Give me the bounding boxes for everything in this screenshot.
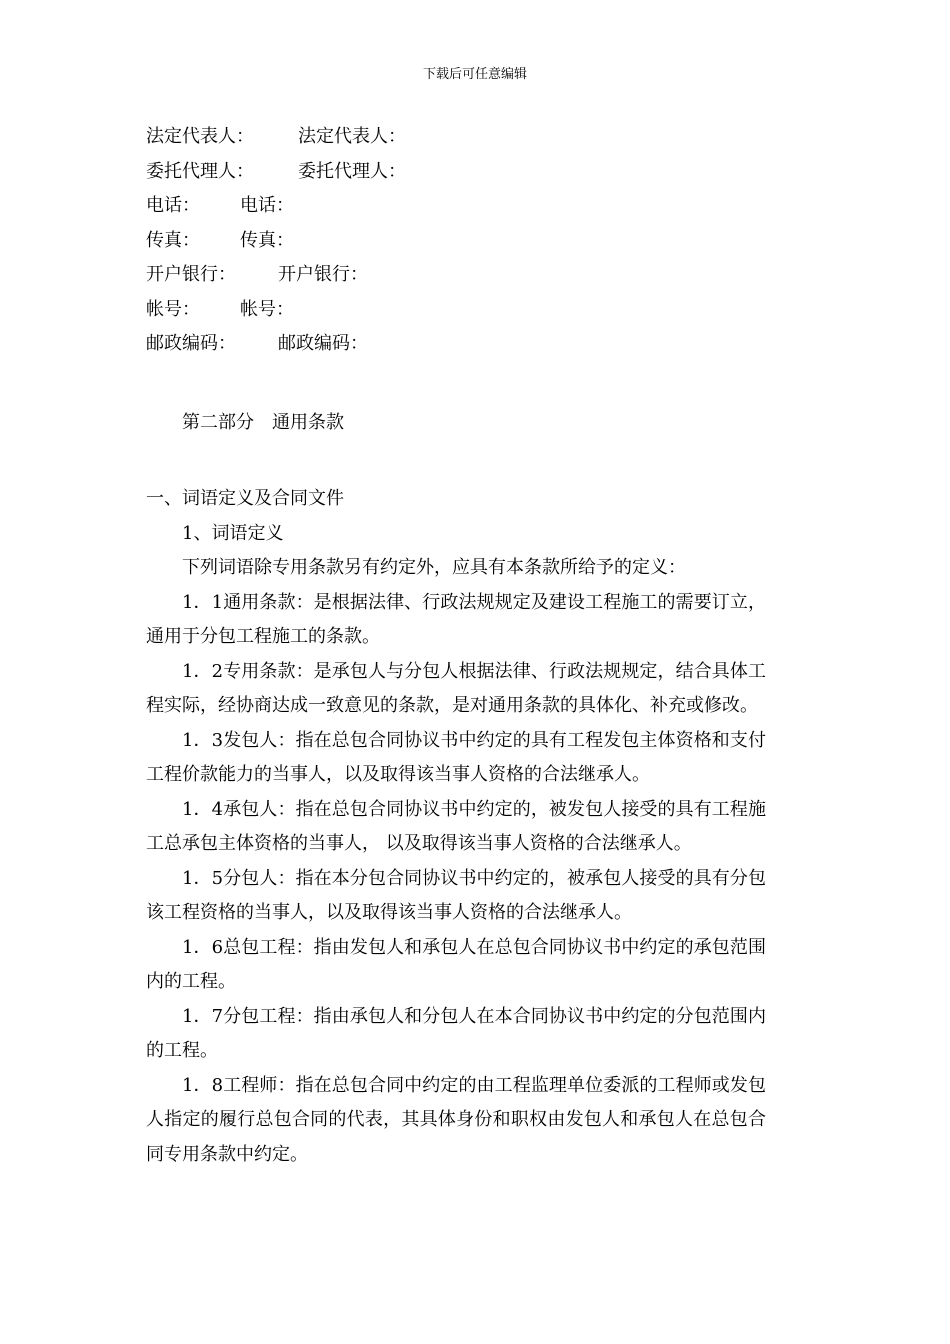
definition-paragraph: 1．1通用条款：是根据法律、行政法规规定及建设工程施工的需要订立，通用于分包工程施工的条款。: [146, 591, 766, 647]
definition-paragraph: 1．6总包工程：指由发包人和承包人在总包合同协议书中约定的承包范围内的工程。: [146, 936, 766, 992]
definition-paragraph: 1．8工程师：指在总包合同中约定的由工程监理单位委派的工程师或发包人指定的履行总包合同的代表，其具体身份和职权由发包人和承包人在总包合同专用条款中约定。: [146, 1074, 766, 1165]
party-label-left: 传真：: [146, 229, 200, 251]
party-label-left: 法定代表人：: [146, 126, 254, 147]
header-note: 下载后可任意编辑: [422, 67, 527, 82]
party-label-right: 开户银行：: [278, 264, 368, 285]
party-label-right: 电话：: [240, 195, 294, 216]
party-signature-block: [146, 120, 766, 362]
definition-paragraph: 1．2专用条款：是承包人与分包人根据法律、行政法规规定，结合具体工程实际，经协商达成一致意见的条款，是对通用条款的具体化、补充或修改。: [146, 660, 766, 716]
party-label-left: 委托代理人：: [146, 160, 254, 182]
party-label-left: 帐号：: [146, 298, 200, 320]
party-label-right: 传真：: [240, 229, 294, 251]
party-label-right: 委托代理人：: [298, 160, 406, 182]
document-body: [146, 120, 766, 1172]
definition-paragraph: 1．4承包人：指在总包合同协议书中约定的，被发包人接受的具有工程施工总承包主体资格的当事人， 以及取得该当事人资格的合法继承人。: [146, 798, 766, 854]
party-row: [146, 293, 766, 328]
spacer: [146, 362, 766, 406]
party-label-left: 电话：: [146, 195, 200, 216]
definition-paragraph: 1．3发包人：指在总包合同协议书中约定的具有工程发包主体资格和支付工程价款能力的当事人，以及取得该当事人资格的合法继承人。: [146, 729, 766, 785]
party-row: [146, 327, 766, 362]
party-label-right: 邮政编码：: [278, 333, 368, 354]
party-row: [146, 155, 766, 190]
definition-paragraph: 1．7分包工程：指由承包人和分包人在本合同协议书中约定的分包范围内的工程。: [146, 1005, 766, 1061]
spacer: [146, 440, 766, 482]
party-label-left: 开户银行：: [146, 264, 236, 285]
definition-list: [146, 586, 766, 1173]
party-row: [146, 224, 766, 259]
section-title: 一、词语定义及合同文件: [146, 488, 344, 509]
subsection-title: 1、词语定义: [182, 522, 284, 544]
definition-paragraph: 1．5分包人：指在本分包合同协议书中约定的，被承包人接受的具有分包该工程资格的当事人，以及取得该当事人资格的合法继承人。: [146, 867, 766, 923]
party-label-right: 法定代表人：: [298, 126, 406, 147]
party-row: [146, 189, 766, 224]
part-title: 第二部分 通用条款: [182, 411, 344, 433]
party-label-right: 帐号：: [240, 298, 294, 320]
party-row: [146, 258, 766, 293]
party-row: [146, 120, 766, 155]
intro-paragraph: 下列词语除专用条款另有约定外，应具有本条款所给予的定义：: [182, 557, 686, 578]
party-label-left: 邮政编码：: [146, 333, 236, 354]
